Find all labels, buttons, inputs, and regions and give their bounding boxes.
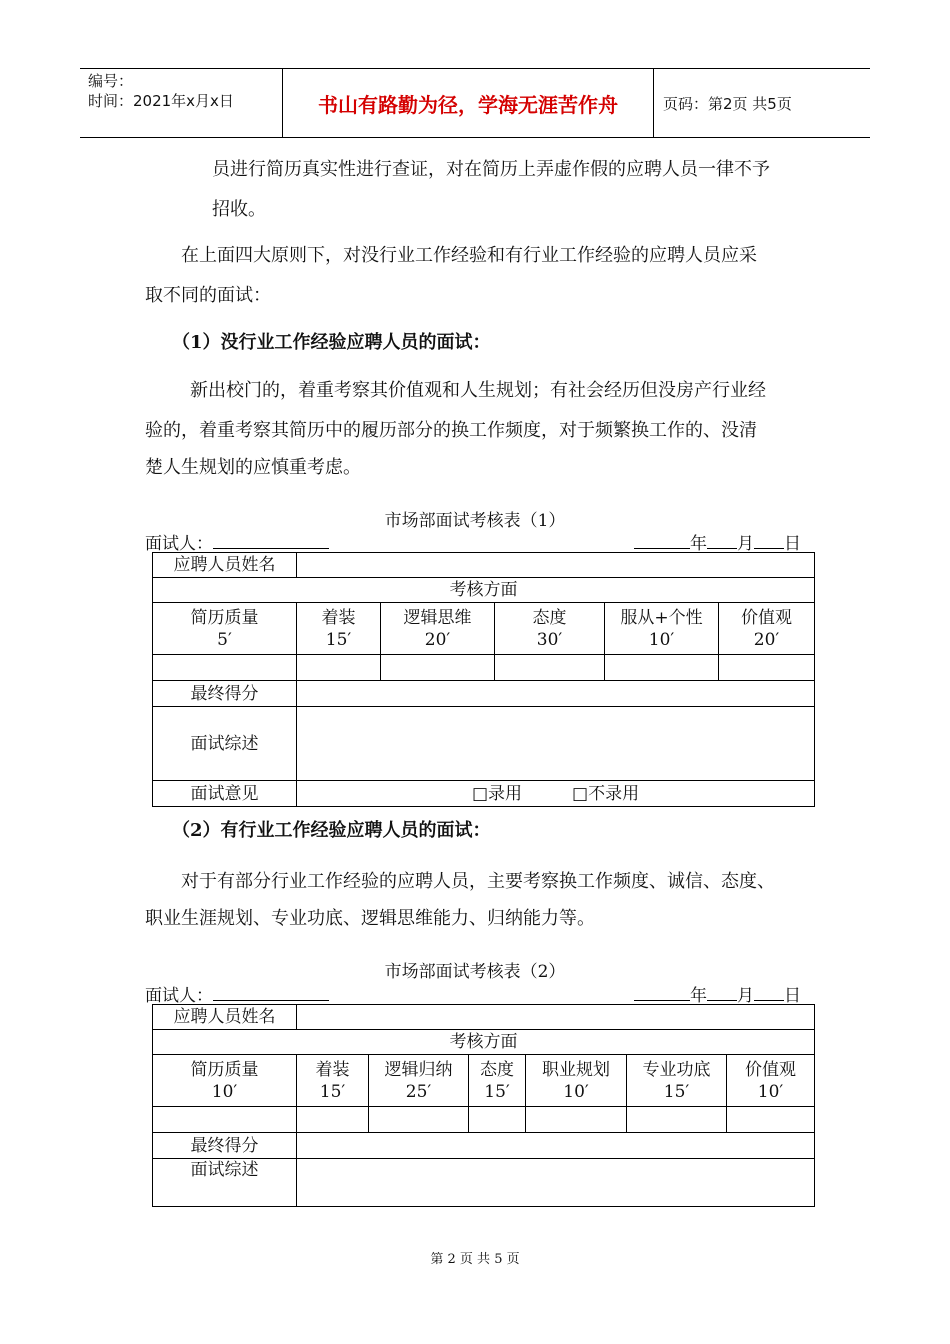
criterion-cell: 态度 30′ (495, 603, 605, 655)
summary-field[interactable] (297, 1159, 815, 1207)
header-meta (80, 69, 283, 137)
opinion-options (297, 781, 815, 807)
criterion-cell: 价值观 20′ (719, 603, 815, 655)
year-label: 年 (690, 534, 707, 554)
day-blank (754, 531, 784, 549)
criterion-cell: 简历质量 10′ (153, 1055, 297, 1107)
score-input-cell[interactable] (297, 655, 381, 681)
criterion-cell: 职业规划 10′ (526, 1055, 627, 1107)
interviewer-blank (213, 531, 329, 549)
score-input-cell[interactable] (605, 655, 719, 681)
final-score-label: 最终得分 (153, 1133, 297, 1159)
body-line-2: 招收。 (212, 199, 266, 220)
criterion-cell: 逻辑思维 20′ (381, 603, 495, 655)
applicant-name-field[interactable] (297, 553, 815, 578)
body-line-1: 员进行简历真实性进行查证，对在简历上弄虚作假的应聘人员一律不予 (212, 159, 770, 180)
aspects-header: 考核方面 (153, 1030, 815, 1055)
criterion-cell: 服从+个性 10′ (605, 603, 719, 655)
criterion-cell: 价值观 10′ (727, 1055, 815, 1107)
body-line-4: 取不同的面试： (145, 285, 271, 306)
criterion-cell: 着装 15′ (297, 603, 381, 655)
score-input-cell[interactable] (469, 1107, 526, 1133)
body-line-3: 在上面四大原则下，对没行业工作经验和有行业工作经验的应聘人员应采 (181, 245, 757, 266)
applicant-name-label: 应聘人员姓名 (153, 553, 297, 578)
score-input-cell[interactable] (381, 655, 495, 681)
year-blank (634, 531, 690, 549)
aspects-header: 考核方面 (153, 578, 815, 603)
summary-label: 面试综述 (153, 707, 297, 781)
score-input-cell[interactable] (627, 1107, 727, 1133)
month-blank (707, 983, 737, 1001)
table2-date (634, 981, 801, 1006)
year-blank (634, 983, 690, 1001)
score-input-cell[interactable] (297, 1107, 369, 1133)
summary-label: 面试综述 (153, 1159, 297, 1207)
score-input-cell[interactable] (153, 1107, 297, 1133)
table1-date (634, 529, 801, 554)
final-score-label: 最终得分 (153, 681, 297, 707)
header-time: 时间：2021年x月x日 (88, 92, 234, 110)
header-motto: 书山有路勤为径，学海无涯苦作舟 (283, 69, 654, 137)
para2-line-2: 职业生涯规划、专业功底、逻辑思维能力、归纳能力等。 (145, 908, 595, 929)
table1-title: 市场部面试考核表（1） (384, 511, 566, 531)
interview-table-1 (152, 552, 815, 807)
criterion-cell: 逻辑归纳 25′ (369, 1055, 469, 1107)
interview-table-2 (152, 1004, 815, 1207)
para1-line-3: 楚人生规划的应慎重考虑。 (145, 457, 361, 478)
no-hire-checkbox[interactable]: □不录用 (572, 783, 640, 804)
criterion-cell: 态度 15′ (469, 1055, 526, 1107)
final-score-field[interactable] (297, 681, 815, 707)
score-input-cell[interactable] (526, 1107, 627, 1133)
criterion-cell: 专业功底 15′ (627, 1055, 727, 1107)
heading-no-experience: （1）没行业工作经验应聘人员的面试： (172, 332, 491, 353)
month-label: 月 (737, 534, 754, 554)
criterion-cell: 着装 15′ (297, 1055, 369, 1107)
para1-line-1: 新出校门的，着重考察其价值观和人生规划；有社会经历但没房产行业经 (190, 380, 766, 401)
page-footer: 第 2 页 共 5 页 (430, 1252, 520, 1267)
month-label: 月 (737, 986, 754, 1006)
table2-title: 市场部面试考核表（2） (384, 962, 566, 982)
score-input-cell[interactable] (495, 655, 605, 681)
header-number: 编号： (88, 72, 134, 90)
year-label: 年 (690, 986, 707, 1006)
score-input-cell[interactable] (153, 655, 297, 681)
page-header (80, 68, 870, 138)
table1-interviewer (145, 529, 329, 554)
summary-field[interactable] (297, 707, 815, 781)
criterion-cell: 简历质量 5′ (153, 603, 297, 655)
final-score-field[interactable] (297, 1133, 815, 1159)
hire-checkbox[interactable]: □录用 (471, 783, 523, 804)
score-input-cell[interactable] (727, 1107, 815, 1133)
interviewer-label: 面试人： (145, 534, 213, 554)
day-label: 日 (784, 986, 801, 1006)
opinion-label: 面试意见 (153, 781, 297, 807)
month-blank (707, 531, 737, 549)
header-page: 页码：第2页 共5页 (663, 94, 792, 113)
day-blank (754, 983, 784, 1001)
day-label: 日 (784, 534, 801, 554)
para1-line-2: 验的，着重考察其简历中的履历部分的换工作频度，对于频繁换工作的、没清 (145, 420, 757, 441)
interviewer-label: 面试人： (145, 986, 213, 1006)
table2-interviewer (145, 981, 329, 1006)
applicant-name-field[interactable] (297, 1005, 815, 1030)
applicant-name-label: 应聘人员姓名 (153, 1005, 297, 1030)
score-input-cell[interactable] (719, 655, 815, 681)
heading-with-experience: （2）有行业工作经验应聘人员的面试： (172, 820, 491, 841)
interviewer-blank (213, 983, 329, 1001)
para2-line-1: 对于有部分行业工作经验的应聘人员，主要考察换工作频度、诚信、态度、 (181, 871, 775, 892)
score-input-cell[interactable] (369, 1107, 469, 1133)
